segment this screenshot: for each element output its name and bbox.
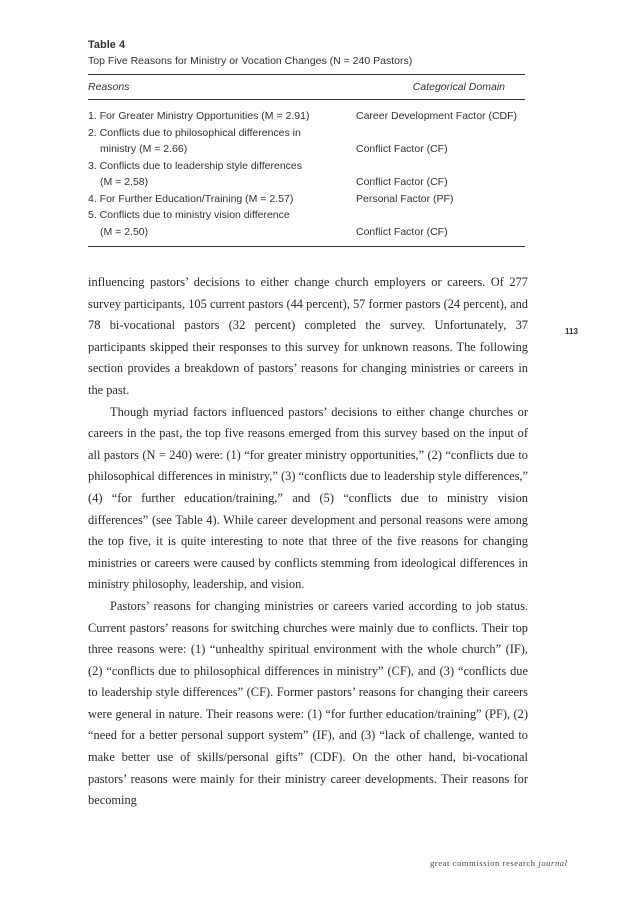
- header-reasons: Reasons: [88, 81, 130, 93]
- table-rule-bottom: [88, 246, 525, 247]
- domain-cell: [356, 207, 525, 240]
- paragraph: influencing pastors’ decisions to either change church employers or careers. Of 277 survey participants, 105 current pastors (44 percent), 57 former pastors (24 percent), and 78 bi-vocational pastors (32 percent) completed the survey. Unfortunately, 37 participants skipped their responses to this survey for unknown reasons. The following section provides a breakdown of pastors’ reasons for changing ministries or careers in the past.: [88, 275, 528, 397]
- reason-cell: [88, 207, 356, 240]
- domain-text: Career Development Factor (CDF): [356, 110, 518, 122]
- paragraph: Though myriad factors influenced pastors’ decisions to either change churches or careers in the past, the top five reasons emerged from this survey based on the input of all pastors (N = 240) were: (1) “for greater ministry opportunities,” (2) “conflicts due to philosophical differences in ministry,” (3) “conflicts due to leadership style differences,” (4) “for further education/training,” and (5) “conflicts due to ministry vision differences” (see Table 4). While career development and personal reasons were among the top five, it is quite interesting to note that three of the five reasons for changing ministries or careers were caused by conflicts stemming from ideological differences in ministry philosophy, leadership, and vision.: [88, 404, 528, 592]
- body-text: [88, 272, 528, 812]
- table-4: [88, 38, 525, 247]
- reason-text: 2. Conflicts due to philosophical differences in: [88, 126, 301, 139]
- table-row: [88, 207, 525, 240]
- domain-text: Personal Factor (PF): [356, 192, 454, 205]
- reason-text-continued: ministry (M = 2.66): [100, 143, 188, 155]
- domain-cell: [356, 108, 525, 125]
- table-row: [88, 191, 525, 208]
- footer-title: great commission research: [430, 858, 536, 868]
- table-header-row: [88, 75, 525, 99]
- reason-text: 3. Conflicts due to leadership style differences: [88, 159, 303, 172]
- page-number: 113: [565, 327, 578, 336]
- domain-text: Conflict Factor (CF): [356, 143, 448, 155]
- reason-text: 5. Conflicts due to ministry vision difference: [88, 209, 290, 221]
- journal-footer: [430, 858, 590, 868]
- paragraph: Pastors’ reasons for changing ministries or careers varied according to job status. Current pastors’ reasons for switching churches were mainly due to conflicts. Their top three reasons were: (1) “unhealthy spiritual environment with the whole church” (IF), (2) “conflicts due to philosophical differences in ministry” (CF), and (3) “conflicts due to leadership style differences” (CF). Former pastors’ reasons for changing their careers were general in nature. Their reasons were: (1) “for further education/training” (PF), (2) “need for a better personal support system” (IF), and (3) “lack of challenge, wanted to make better use of skills/personal gifts” (CDF). On the other hand, bi-vocational pastors’ reasons were mainly for their ministry career developments. Their reasons for becoming: [88, 598, 528, 808]
- domain-cell: [356, 191, 525, 208]
- reason-cell: [88, 125, 356, 158]
- footer-journal: journal: [538, 858, 568, 868]
- table-label: Table 4: [88, 39, 126, 51]
- reason-text-continued: (M = 2.58): [100, 176, 149, 188]
- reason-cell: [88, 191, 356, 208]
- table-row: [88, 125, 525, 158]
- reason-text: 1. For Greater Ministry Opportunities (M = 2.91): [88, 110, 310, 122]
- reason-cell: [88, 108, 356, 125]
- domain-text: Conflict Factor (CF): [356, 176, 448, 188]
- domain-cell: [356, 158, 525, 191]
- domain-cell: [356, 125, 525, 158]
- table-caption: Top Five Reasons for Ministry or Vocation Changes (N = 240 Pastors): [88, 55, 413, 67]
- table-row: [88, 108, 525, 125]
- header-categorical-domain: Categorical Domain: [412, 81, 505, 93]
- table-body: [88, 100, 525, 240]
- reason-text-continued: (M = 2.50): [100, 225, 149, 238]
- reason-text: 4. For Further Education/Training (M = 2.57): [88, 192, 294, 205]
- table-row: [88, 158, 525, 191]
- domain-text: Conflict Factor (CF): [356, 225, 448, 238]
- reason-cell: [88, 158, 356, 191]
